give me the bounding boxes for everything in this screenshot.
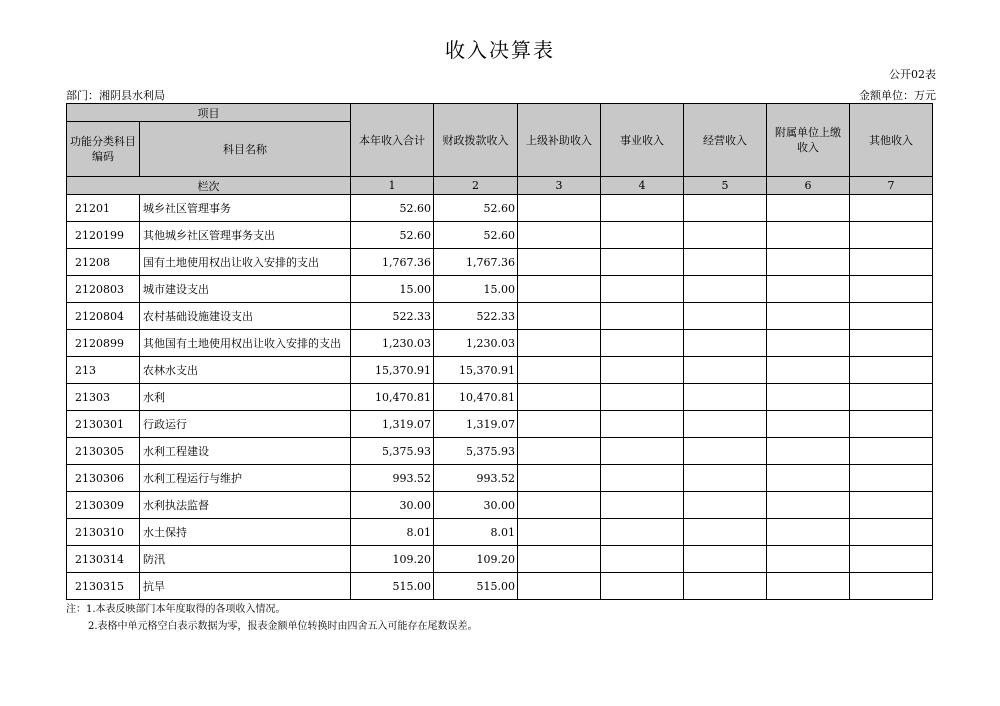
subject-name-cell: 水利工程建设 — [140, 438, 351, 465]
table-row — [67, 573, 933, 600]
subject-name-cell: 城市建设支出 — [140, 276, 351, 303]
column-number: 2 — [434, 177, 518, 195]
affiliated-income-cell — [767, 384, 850, 411]
business-income-cell — [601, 492, 684, 519]
total-income-cell: 15.00 — [351, 276, 434, 303]
fiscal-appropriation-cell: 30.00 — [434, 492, 518, 519]
business-income-cell — [601, 249, 684, 276]
column-number: 3 — [518, 177, 601, 195]
form-code: 公开02表 — [889, 68, 936, 81]
superior-subsidy-cell — [518, 546, 601, 573]
operating-income-cell — [684, 195, 767, 222]
operating-income-cell — [684, 492, 767, 519]
other-income-cell — [850, 276, 933, 303]
note-line: 2.表格中单元格空白表示数据为零，报表金额单位转换时由四舍五入可能存在尾数误差。 — [88, 621, 478, 632]
operating-income-cell — [684, 357, 767, 384]
total-income-cell: 10,470.81 — [351, 384, 434, 411]
other-income-cell — [850, 357, 933, 384]
subject-name-cell: 水利 — [140, 384, 351, 411]
superior-subsidy-cell — [518, 384, 601, 411]
total-income-cell: 993.52 — [351, 465, 434, 492]
affiliated-income-cell — [767, 303, 850, 330]
business-income-cell — [601, 546, 684, 573]
business-income-cell — [601, 222, 684, 249]
subject-code-cell: 2120899 — [67, 330, 140, 357]
table-row — [67, 546, 933, 573]
header-func-code: 功能分类科目编码 — [67, 122, 140, 177]
business-income-cell — [601, 573, 684, 600]
affiliated-income-cell — [767, 249, 850, 276]
table-row — [67, 222, 933, 249]
affiliated-income-cell — [767, 330, 850, 357]
fiscal-appropriation-cell: 10,470.81 — [434, 384, 518, 411]
subject-code-cell: 2120804 — [67, 303, 140, 330]
superior-subsidy-cell — [518, 465, 601, 492]
affiliated-income-cell — [767, 465, 850, 492]
operating-income-cell — [684, 465, 767, 492]
subject-code-cell: 21303 — [67, 384, 140, 411]
fiscal-appropriation-cell: 15.00 — [434, 276, 518, 303]
operating-income-cell — [684, 546, 767, 573]
amount-unit-label: 金额单位：万元 — [859, 89, 936, 102]
subject-code-cell: 2130305 — [67, 438, 140, 465]
business-income-cell — [601, 438, 684, 465]
operating-income-cell — [684, 249, 767, 276]
superior-subsidy-cell — [518, 249, 601, 276]
header-col-superior-subsidy: 上级补助收入 — [518, 104, 601, 177]
other-income-cell — [850, 492, 933, 519]
superior-subsidy-cell — [518, 573, 601, 600]
operating-income-cell — [684, 303, 767, 330]
table-row — [67, 438, 933, 465]
affiliated-income-cell — [767, 573, 850, 600]
superior-subsidy-cell — [518, 303, 601, 330]
header-col-fiscal: 财政拨款收入 — [434, 104, 518, 177]
column-number: 6 — [767, 177, 850, 195]
other-income-cell — [850, 465, 933, 492]
header-col-operating: 经营收入 — [684, 104, 767, 177]
header-col-other: 其他收入 — [850, 104, 933, 177]
table-row — [67, 519, 933, 546]
fiscal-appropriation-cell: 1,319.07 — [434, 411, 518, 438]
operating-income-cell — [684, 276, 767, 303]
superior-subsidy-cell — [518, 411, 601, 438]
affiliated-income-cell — [767, 519, 850, 546]
table-row — [67, 411, 933, 438]
business-income-cell — [601, 357, 684, 384]
affiliated-income-cell — [767, 222, 850, 249]
total-income-cell: 1,767.36 — [351, 249, 434, 276]
fiscal-appropriation-cell: 8.01 — [434, 519, 518, 546]
superior-subsidy-cell — [518, 195, 601, 222]
other-income-cell — [850, 249, 933, 276]
business-income-cell — [601, 384, 684, 411]
superior-subsidy-cell — [518, 276, 601, 303]
superior-subsidy-cell — [518, 492, 601, 519]
operating-income-cell — [684, 411, 767, 438]
other-income-cell — [850, 222, 933, 249]
fiscal-appropriation-cell: 1,767.36 — [434, 249, 518, 276]
affiliated-income-cell — [767, 438, 850, 465]
fiscal-appropriation-cell: 15,370.91 — [434, 357, 518, 384]
fiscal-appropriation-cell: 109.20 — [434, 546, 518, 573]
department-label: 部门：湘阴县水利局 — [66, 89, 165, 102]
subject-name-cell: 国有土地使用权出让收入安排的支出 — [140, 249, 351, 276]
subject-code-cell: 2120803 — [67, 276, 140, 303]
total-income-cell: 52.60 — [351, 222, 434, 249]
business-income-cell — [601, 195, 684, 222]
business-income-cell — [601, 519, 684, 546]
table-row — [67, 303, 933, 330]
subject-code-cell: 21208 — [67, 249, 140, 276]
other-income-cell — [850, 411, 933, 438]
subject-name-cell: 水利执法监督 — [140, 492, 351, 519]
column-number: 1 — [351, 177, 434, 195]
subject-code-cell: 2130315 — [67, 573, 140, 600]
subject-name-cell: 防汛 — [140, 546, 351, 573]
subject-code-cell: 2130306 — [67, 465, 140, 492]
superior-subsidy-cell — [518, 222, 601, 249]
superior-subsidy-cell — [518, 330, 601, 357]
total-income-cell: 5,375.93 — [351, 438, 434, 465]
total-income-cell: 109.20 — [351, 546, 434, 573]
subject-name-cell: 城乡社区管理事务 — [140, 195, 351, 222]
column-number: 7 — [850, 177, 933, 195]
affiliated-income-cell — [767, 411, 850, 438]
column-number: 4 — [601, 177, 684, 195]
fiscal-appropriation-cell: 522.33 — [434, 303, 518, 330]
operating-income-cell — [684, 519, 767, 546]
operating-income-cell — [684, 222, 767, 249]
other-income-cell — [850, 546, 933, 573]
subject-name-cell: 农村基础设施建设支出 — [140, 303, 351, 330]
other-income-cell — [850, 195, 933, 222]
total-income-cell: 1,230.03 — [351, 330, 434, 357]
operating-income-cell — [684, 330, 767, 357]
other-income-cell — [850, 303, 933, 330]
superior-subsidy-cell — [518, 438, 601, 465]
affiliated-income-cell — [767, 195, 850, 222]
subject-code-cell: 213 — [67, 357, 140, 384]
subject-code-cell: 2130310 — [67, 519, 140, 546]
subject-code-cell: 21201 — [67, 195, 140, 222]
other-income-cell — [850, 573, 933, 600]
business-income-cell — [601, 411, 684, 438]
affiliated-income-cell — [767, 276, 850, 303]
other-income-cell — [850, 330, 933, 357]
header-row-label: 栏次 — [67, 177, 351, 195]
total-income-cell: 522.33 — [351, 303, 434, 330]
header-col-total: 本年收入合计 — [351, 104, 434, 177]
table-row — [67, 330, 933, 357]
subject-name-cell: 水土保持 — [140, 519, 351, 546]
subject-code-cell: 2130301 — [67, 411, 140, 438]
header-col-affiliated: 附属单位上缴收入 — [767, 104, 850, 177]
business-income-cell — [601, 465, 684, 492]
fiscal-appropriation-cell: 5,375.93 — [434, 438, 518, 465]
table-row — [67, 357, 933, 384]
affiliated-income-cell — [767, 492, 850, 519]
subject-name-cell: 其他国有土地使用权出让收入安排的支出 — [140, 330, 351, 357]
operating-income-cell — [684, 573, 767, 600]
subject-name-cell: 行政运行 — [140, 411, 351, 438]
superior-subsidy-cell — [518, 357, 601, 384]
header-col-business: 事业收入 — [601, 104, 684, 177]
header-subject-name: 科目名称 — [140, 122, 351, 177]
subject-name-cell: 农林水支出 — [140, 357, 351, 384]
other-income-cell — [850, 519, 933, 546]
fiscal-appropriation-cell: 515.00 — [434, 573, 518, 600]
table-row — [67, 249, 933, 276]
subject-code-cell: 2130309 — [67, 492, 140, 519]
total-income-cell: 515.00 — [351, 573, 434, 600]
table-row — [67, 384, 933, 411]
subject-name-cell: 抗旱 — [140, 573, 351, 600]
fiscal-appropriation-cell: 52.60 — [434, 195, 518, 222]
affiliated-income-cell — [767, 357, 850, 384]
notes — [66, 601, 478, 635]
fiscal-appropriation-cell: 993.52 — [434, 465, 518, 492]
fiscal-appropriation-cell: 1,230.03 — [434, 330, 518, 357]
total-income-cell: 8.01 — [351, 519, 434, 546]
business-income-cell — [601, 276, 684, 303]
subject-name-cell: 水利工程运行与维护 — [140, 465, 351, 492]
table-row — [67, 276, 933, 303]
business-income-cell — [601, 330, 684, 357]
total-income-cell: 1,319.07 — [351, 411, 434, 438]
page-title: 收入决算表 — [445, 38, 555, 62]
column-number: 5 — [684, 177, 767, 195]
total-income-cell: 15,370.91 — [351, 357, 434, 384]
note-line: 注：1.本表反映部门本年度取得的各项收入情况。 — [66, 604, 286, 615]
fiscal-appropriation-cell: 52.60 — [434, 222, 518, 249]
header-project: 项目 — [67, 104, 351, 122]
subject-name-cell: 其他城乡社区管理事务支出 — [140, 222, 351, 249]
other-income-cell — [850, 438, 933, 465]
affiliated-income-cell — [767, 546, 850, 573]
business-income-cell — [601, 303, 684, 330]
total-income-cell: 52.60 — [351, 195, 434, 222]
table-row — [67, 195, 933, 222]
table-row — [67, 492, 933, 519]
subject-code-cell: 2120199 — [67, 222, 140, 249]
total-income-cell: 30.00 — [351, 492, 434, 519]
operating-income-cell — [684, 384, 767, 411]
operating-income-cell — [684, 438, 767, 465]
subject-code-cell: 2130314 — [67, 546, 140, 573]
superior-subsidy-cell — [518, 519, 601, 546]
other-income-cell — [850, 384, 933, 411]
table-row — [67, 465, 933, 492]
income-table — [66, 103, 933, 600]
